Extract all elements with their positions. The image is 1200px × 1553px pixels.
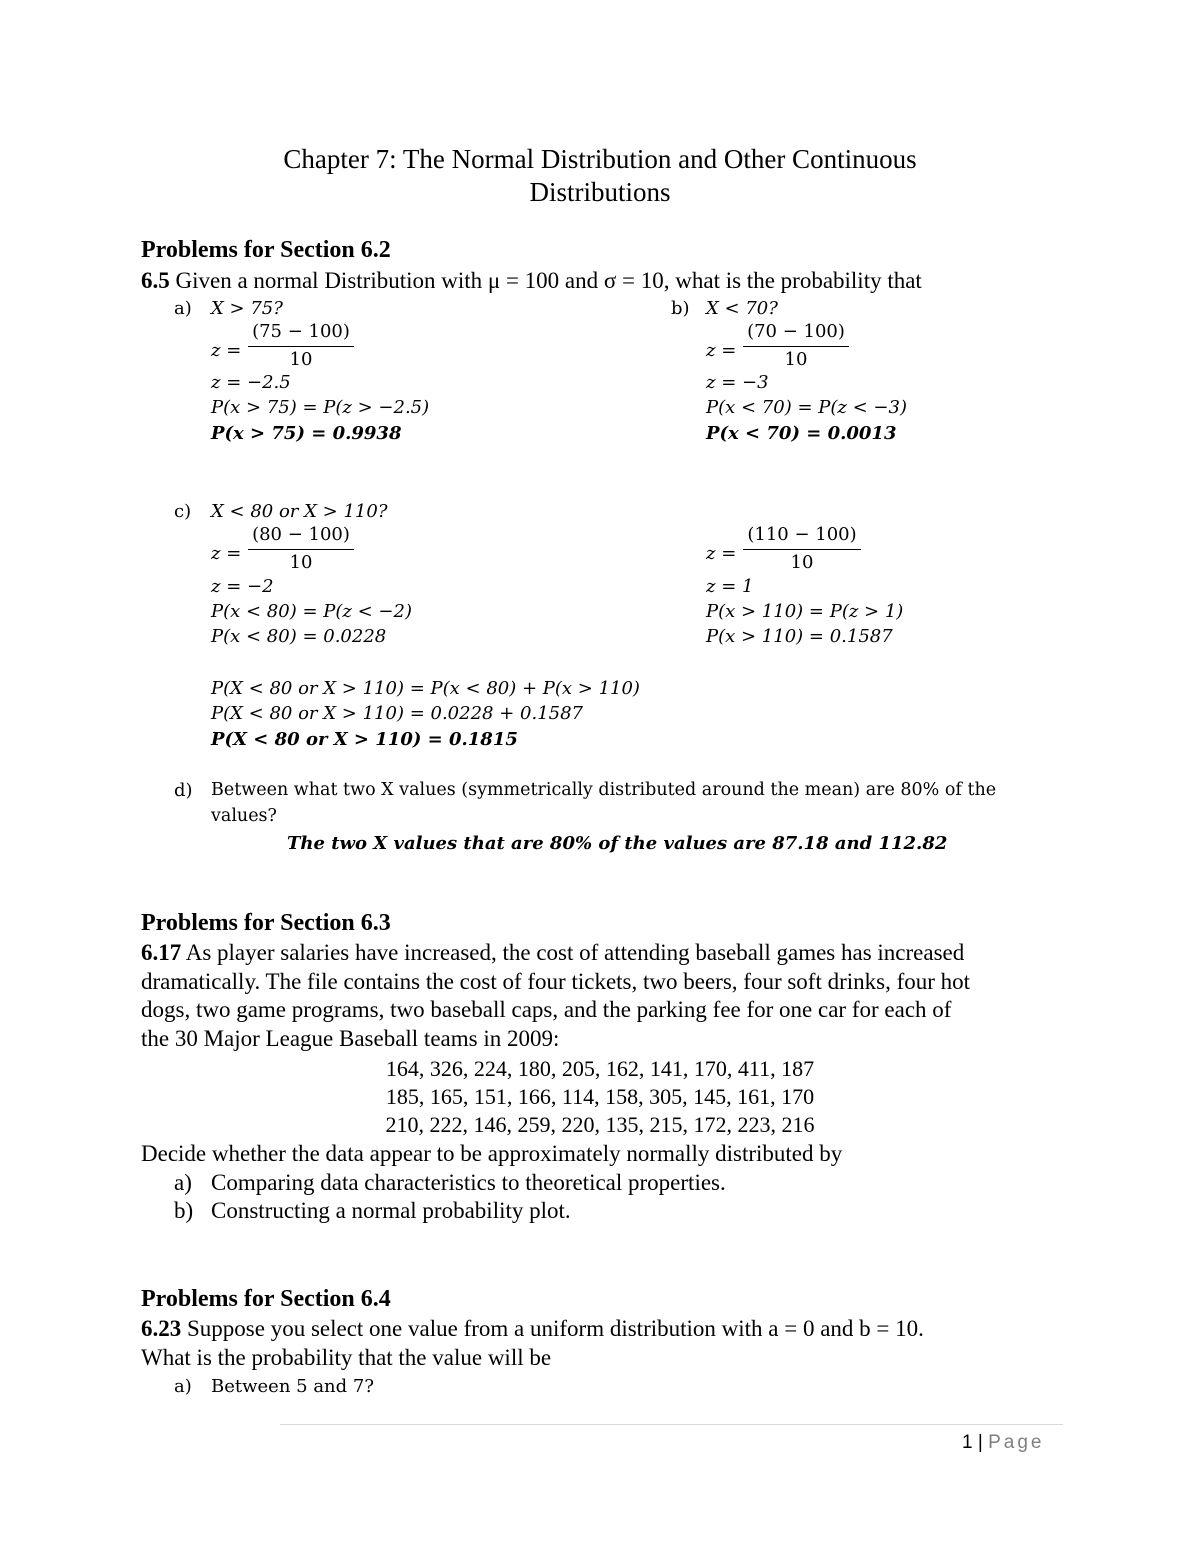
section-6-4-heading: Problems for Section 6.4 xyxy=(141,1286,391,1312)
part-b-answer: P(x < 70) = 0.0013 xyxy=(706,423,897,444)
page-word: Page xyxy=(988,1432,1045,1453)
chapter-title-line1: Chapter 7: The Normal Distribution and Other Continuous xyxy=(283,144,917,174)
fraction-numerator: (110 − 100) xyxy=(743,523,861,550)
part-a-z: z = −2.5 xyxy=(211,372,291,393)
fraction-denominator: 10 xyxy=(289,349,313,370)
problem-6-5 xyxy=(141,268,922,294)
part-a-prob: P(x > 75) = P(z > −2.5) xyxy=(211,397,430,418)
problem-number: 6.17 xyxy=(141,940,182,965)
part-c-right-value: P(x > 110) = 0.1587 xyxy=(706,626,893,647)
problem-text: Suppose you select one value from a uniform distribution with a = 0 and b = 10. xyxy=(187,1316,924,1341)
problem-6-23-line2: What is the probability that the value will be xyxy=(141,1345,552,1370)
part-c-right-z-lhs: z = xyxy=(706,543,737,564)
problem-text: As player salaries have increased, the cost of attending baseball games has increased xyxy=(185,940,965,965)
part-a-z-lhs: z = xyxy=(211,340,242,361)
problem-6-23-line1 xyxy=(141,1316,924,1342)
problem-number: 6.23 xyxy=(141,1316,182,1341)
problem-number: 6.5 xyxy=(141,268,170,293)
part-c-left-z: z = −2 xyxy=(211,576,274,597)
part-c-right-prob: P(x > 110) = P(z > 1) xyxy=(706,601,904,622)
part-b-prob: P(x < 70) = P(z < −3) xyxy=(706,397,907,418)
problem-6-17-line1 xyxy=(141,940,964,966)
problem-6-17-line3: dogs, two game programs, two baseball caps, and the parking fee for one car for each of xyxy=(141,997,952,1022)
item-a-text: Comparing data characteristics to theoretical properties. xyxy=(211,1170,726,1195)
part-c-combined-2: P(X < 80 or X > 110) = 0.0228 + 0.1587 xyxy=(211,703,583,724)
part-d-label: d) xyxy=(174,780,193,801)
item-b-label: b) xyxy=(174,1198,194,1223)
problem-text: Given a normal Distribution with μ = 100 and σ = 10, what is the probability that xyxy=(175,268,922,293)
part-d-answer: The two X values that are 80% of the values are 87.18 and 112.82 xyxy=(287,833,948,854)
part-c-label: c) xyxy=(174,501,192,522)
part-c-question: X < 80 or X > 110? xyxy=(211,501,388,522)
problem-6-17-line4: the 30 Major League Baseball teams in 2009: xyxy=(141,1026,560,1051)
part-b-label: b) xyxy=(671,298,690,319)
decide-text: Decide whether the data appear to be approximately normally distributed by xyxy=(141,1141,843,1166)
fraction-denominator: 10 xyxy=(289,552,313,573)
fraction-numerator: (70 − 100) xyxy=(743,320,849,347)
fraction-numerator: (75 − 100) xyxy=(248,320,354,347)
part-c-left-value: P(x < 80) = 0.0228 xyxy=(211,626,387,647)
item-a-label: a) xyxy=(174,1170,192,1195)
part-d-question-line1: Between what two X values (symmetrically distributed around the mean) are 80% of the xyxy=(211,780,997,800)
fraction-denominator: 10 xyxy=(790,552,814,573)
part-a-fraction xyxy=(248,320,354,373)
part-c-combined-answer: P(X < 80 or X > 110) = 0.1815 xyxy=(211,729,518,750)
page-number: 1 xyxy=(962,1432,973,1453)
chapter-title-line2: Distributions xyxy=(529,177,671,207)
page-footer xyxy=(962,1432,1044,1454)
part-c-left-prob: P(x < 80) = P(z < −2) xyxy=(211,601,412,622)
part-a-question: X > 75? xyxy=(211,298,283,319)
part-c-left-z-lhs: z = xyxy=(211,543,242,564)
fraction-numerator: (80 − 100) xyxy=(248,523,354,550)
part-d-question-line2: values? xyxy=(211,806,277,826)
problem-6-23-a-label: a) xyxy=(174,1376,192,1397)
data-row-2: 185, 165, 151, 166, 114, 158, 305, 145, 161, 170 xyxy=(385,1084,815,1109)
part-a-label: a) xyxy=(174,298,192,319)
section-6-2-heading: Problems for Section 6.2 xyxy=(141,237,391,263)
part-c-right-fraction xyxy=(743,523,861,576)
part-b-question: X < 70? xyxy=(706,298,778,319)
part-c-right-z: z = 1 xyxy=(706,576,754,597)
problem-6-17-line2: dramatically. The file contains the cost of four tickets, two beers, four soft drinks, four hot xyxy=(141,969,971,994)
part-a-answer: P(x > 75) = 0.9938 xyxy=(211,423,402,444)
fraction-denominator: 10 xyxy=(784,349,808,370)
part-b-z-lhs: z = xyxy=(706,340,737,361)
section-6-3-heading: Problems for Section 6.3 xyxy=(141,910,391,936)
footer-divider xyxy=(280,1424,1063,1425)
problem-6-23-a-text: Between 5 and 7? xyxy=(211,1376,374,1397)
item-b-text: Constructing a normal probability plot. xyxy=(211,1198,571,1223)
part-c-combined-1: P(X < 80 or X > 110) = P(x < 80) + P(x > 110) xyxy=(211,678,640,699)
data-row-1: 164, 326, 224, 180, 205, 162, 141, 170, 411, 187 xyxy=(385,1056,815,1081)
data-row-3: 210, 222, 146, 259, 220, 135, 215, 172, 223, 216 xyxy=(385,1112,815,1137)
part-b-z: z = −3 xyxy=(706,372,769,393)
part-b-fraction xyxy=(743,320,849,373)
footer-separator: | xyxy=(977,1432,983,1453)
part-c-left-fraction xyxy=(248,523,354,576)
